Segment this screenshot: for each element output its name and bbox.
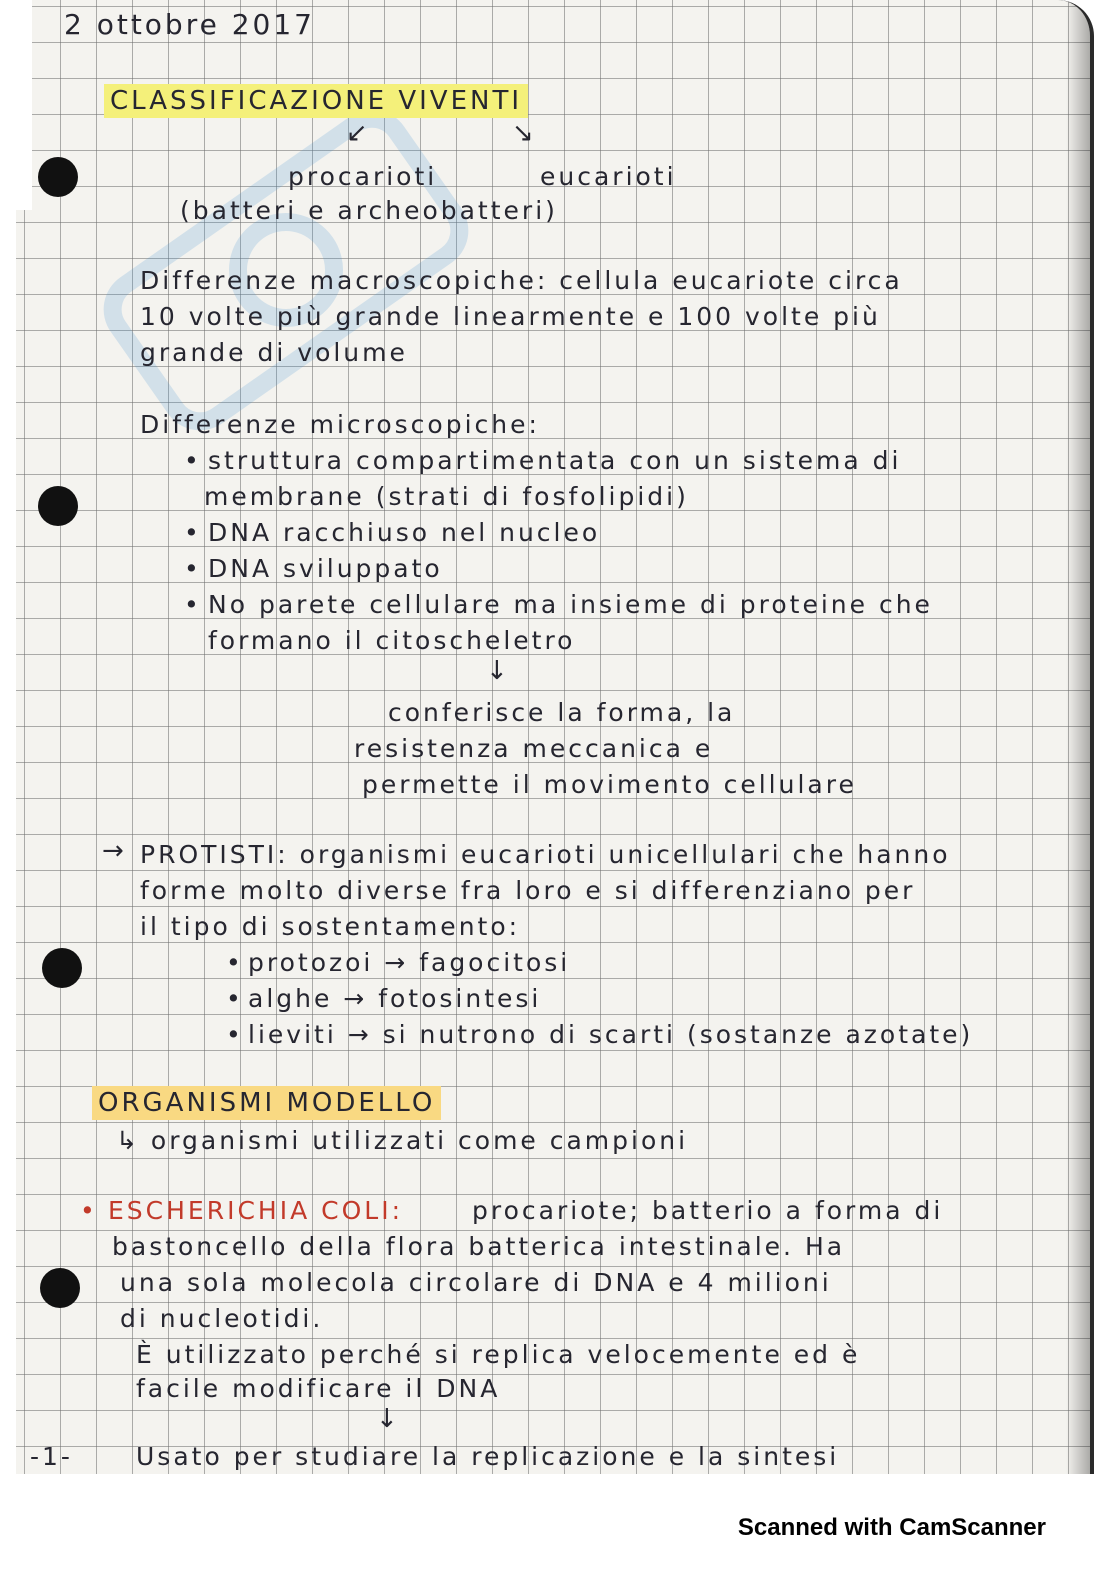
micro-heading: Differenze microscopiche: — [140, 410, 540, 439]
bullet: • — [226, 948, 244, 977]
page-date: 2 ottobre 2017 — [64, 8, 315, 41]
scanner-footer: Scanned with CamScanner — [737, 1514, 1046, 1541]
ecoli-line: di nucleotidi. — [120, 1304, 324, 1333]
bullet: • — [184, 554, 202, 583]
ecoli-name: ESCHERICHIA COLI: — [108, 1196, 403, 1225]
section-title-classification: CLASSIFICAZIONE VIVENTI — [104, 84, 528, 118]
micro-item: membrane (strati di fosfolipidi) — [204, 482, 689, 511]
page-number: -1- — [30, 1442, 73, 1471]
branch-procarioti: procarioti — [288, 162, 438, 191]
binder-hole — [40, 1268, 80, 1308]
binder-hole — [38, 157, 78, 197]
ecoli-last-line: Usato per studiare la replicazione e la sintesi — [136, 1442, 840, 1471]
modello-subline: ↳ organismi utilizzati come campioni — [116, 1126, 689, 1155]
protisti-type: alghe → fotosintesi — [248, 984, 542, 1013]
micro-result: conferisce la forma, la — [388, 698, 736, 727]
arrow-right: ↘ — [512, 118, 534, 148]
down-arrow: ↓ — [376, 1404, 398, 1434]
ecoli-line: una sola molecola circolare di DNA e 4 milioni — [120, 1268, 832, 1297]
ecoli-line: bastoncello della flora batterica intestinale. Ha — [112, 1232, 846, 1261]
ecoli-line: È utilizzato perché si replica velocemente ed è — [136, 1340, 861, 1369]
ecoli-line: facile modificare il DNA — [136, 1374, 501, 1403]
notebook-page — [16, 0, 1094, 1474]
micro-item: struttura compartimentata con un sistema di — [208, 446, 902, 475]
micro-item: formano il citoscheletro — [208, 626, 576, 655]
down-arrow: ↓ — [486, 656, 508, 686]
micro-item: No parete cellulare ma insieme di proteine che — [208, 590, 933, 619]
micro-result: resistenza meccanica e — [354, 734, 714, 763]
macro-line: 10 volte più grande linearmente e 100 volte più — [140, 302, 881, 331]
branch-eucarioti: eucarioti — [540, 162, 677, 191]
macro-line: grande di volume — [140, 338, 408, 367]
bullet: • — [226, 1020, 244, 1049]
protisti-type: lieviti → si nutrono di scarti (sostanze azotate) — [248, 1020, 974, 1049]
bullet: • — [184, 590, 202, 619]
macro-line: Differenze macroscopiche: cellula eucariote circa — [140, 266, 903, 295]
protisti-line: PROTISTI: organismi eucarioti unicellulari che hanno — [140, 840, 951, 869]
right-arrow: → — [102, 836, 124, 866]
binder-hole — [42, 948, 82, 988]
micro-result: permette il movimento cellulare — [362, 770, 857, 799]
bullet-red: • — [80, 1196, 98, 1225]
protisti-line: forme molto diverse fra loro e si differenziano per — [140, 876, 916, 905]
protisti-type: protozoi → fagocitosi — [248, 948, 571, 977]
bullet: • — [184, 446, 202, 475]
branch-procarioti-note: (batteri e archeobatteri) — [180, 196, 558, 225]
micro-item: DNA racchiuso nel nucleo — [208, 518, 601, 547]
binder-hole — [38, 486, 78, 526]
section-title-modello: ORGANISMI MODELLO — [92, 1086, 441, 1120]
protisti-line: il tipo di sostentamento: — [140, 912, 521, 941]
bullet: • — [184, 518, 202, 547]
micro-item: DNA sviluppato — [208, 554, 443, 583]
ecoli-line: procariote; batterio a forma di — [472, 1196, 944, 1225]
torn-edge — [16, 0, 32, 210]
bullet: • — [226, 984, 244, 1013]
arrow-left: ↙ — [346, 118, 368, 148]
